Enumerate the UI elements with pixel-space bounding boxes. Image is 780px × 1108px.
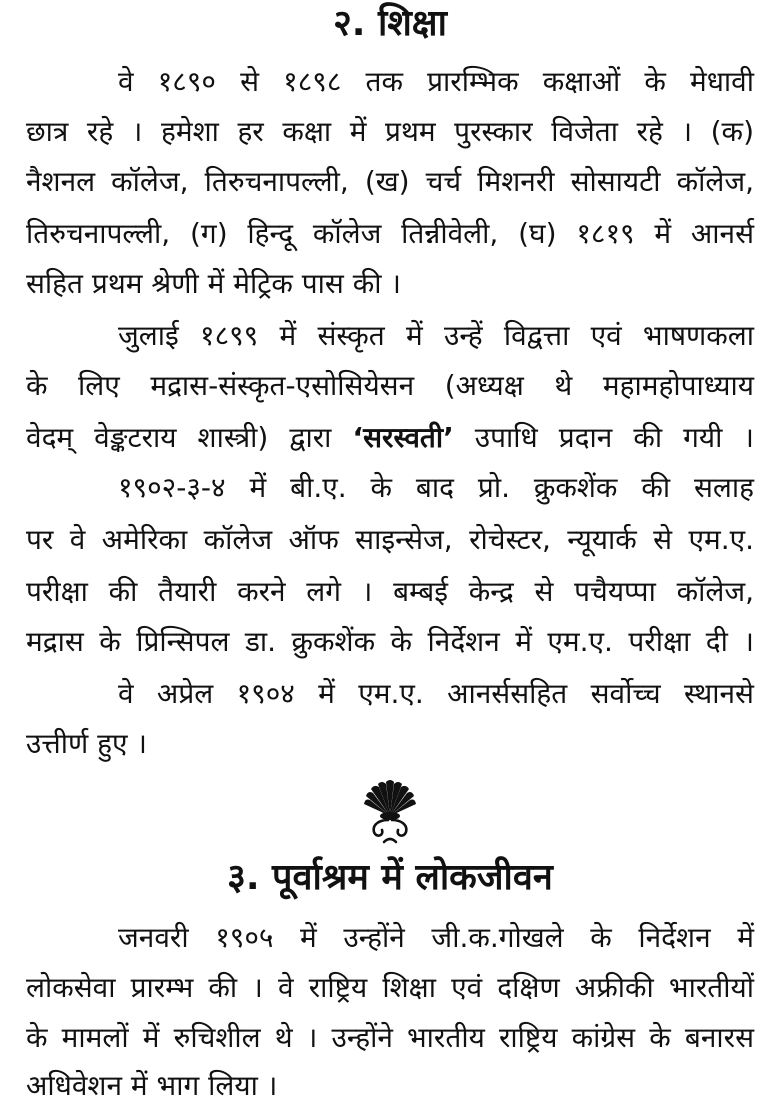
section-2-p4-line-2: उत्तीर्ण हुए । xyxy=(26,727,147,760)
palmette-ornament-icon xyxy=(360,776,420,846)
section-2-p1-line-5: सहित प्रथम श्रेणी में मेट्रिक पास की । xyxy=(26,267,402,300)
section-2-p3-line-3: परीक्षा की तैयारी करने लगे । बम्बई केन्द्र से पचैयप्पा कॉलेज, xyxy=(26,575,754,608)
section-3-p1-line-3: के मामलों में रुचिशील थे । उन्होंने भारतीय राष्ट्रिय कांग्रेस के बनारस xyxy=(26,1021,754,1054)
section-3-p1-line-1: जनवरी १९०५ में उन्होंने जी.क.गोखले के निर्देशन में xyxy=(118,921,754,954)
section-2-p1-line-1: वे १८९० से १८९८ तक प्रारम्भिक कक्षाओं के मेधावी xyxy=(118,65,754,98)
section-3-p1-line-2: लोकसेवा प्रारम्भ की । वे राष्ट्रिय शिक्षा एवं दक्षिण अफ्रीकी भारतीयों xyxy=(26,971,754,1004)
section-2-p2-line-3 xyxy=(26,418,754,458)
p2-line-3-after: उपाधि प्रदान की गयी । xyxy=(453,421,754,454)
section-2-p1-line-3: नैशनल कॉलेज, तिरुचनापल्ली, (ख) चर्च मिशनरी सोसायटी कॉलेज, xyxy=(26,165,754,198)
section-2-p2-line-1: जुलाई १८९९ में संस्कृत में उन्हें विद्वत्ता एवं भाषणकला xyxy=(118,319,754,352)
section-2-heading: २. शिक्षा xyxy=(333,3,447,44)
section-2-p1-line-2: छात्र रहे । हमेशा हर कक्षा में प्रथम पुरस्कार विजेता रहे । (क) xyxy=(26,115,754,148)
section-3-heading: ३. पूर्वाश्रम में लोकजीवन xyxy=(227,857,553,898)
section-3-p1-line-4: अधिवेशन में भाग लिया । xyxy=(26,1069,278,1102)
section-2-p3-line-1: १९०२-३-४ में बी.ए. के बाद प्रो. क्रुकशेंक की सलाह xyxy=(118,471,754,504)
section-2-p3-line-4: मद्रास के प्रिन्सिपल डा. क्रुकशेंक के निर्देशन में एम.ए. परीक्षा दी । xyxy=(26,625,754,658)
section-2-p1-line-4: तिरुचनापल्ली, (ग) हिन्दू कॉलेज तिन्नीवेली, (घ) १८१९ में आनर्स xyxy=(26,217,754,250)
p2-line-3-before: वेदम् वेङ्कटराय शास्त्री) द्वारा xyxy=(26,421,353,454)
section-2-p2-line-2: के लिए मद्रास-संस्कृत-एसोसियेसन (अध्यक्ष थे महामहोपाध्याय xyxy=(26,369,754,402)
section-2-p4-line-1: वे अप्रेल १९०४ में एम.ए. आनर्ससहित सर्वोच्च स्थानसे xyxy=(118,677,754,710)
saraswati-title: ‘सरस्वती’ xyxy=(352,421,454,454)
section-2-p3-line-2: पर वे अमेरिका कॉलेज ऑफ साइन्सेज, रोचेस्टर, न्यूयार्क से एम.ए. xyxy=(26,523,754,556)
